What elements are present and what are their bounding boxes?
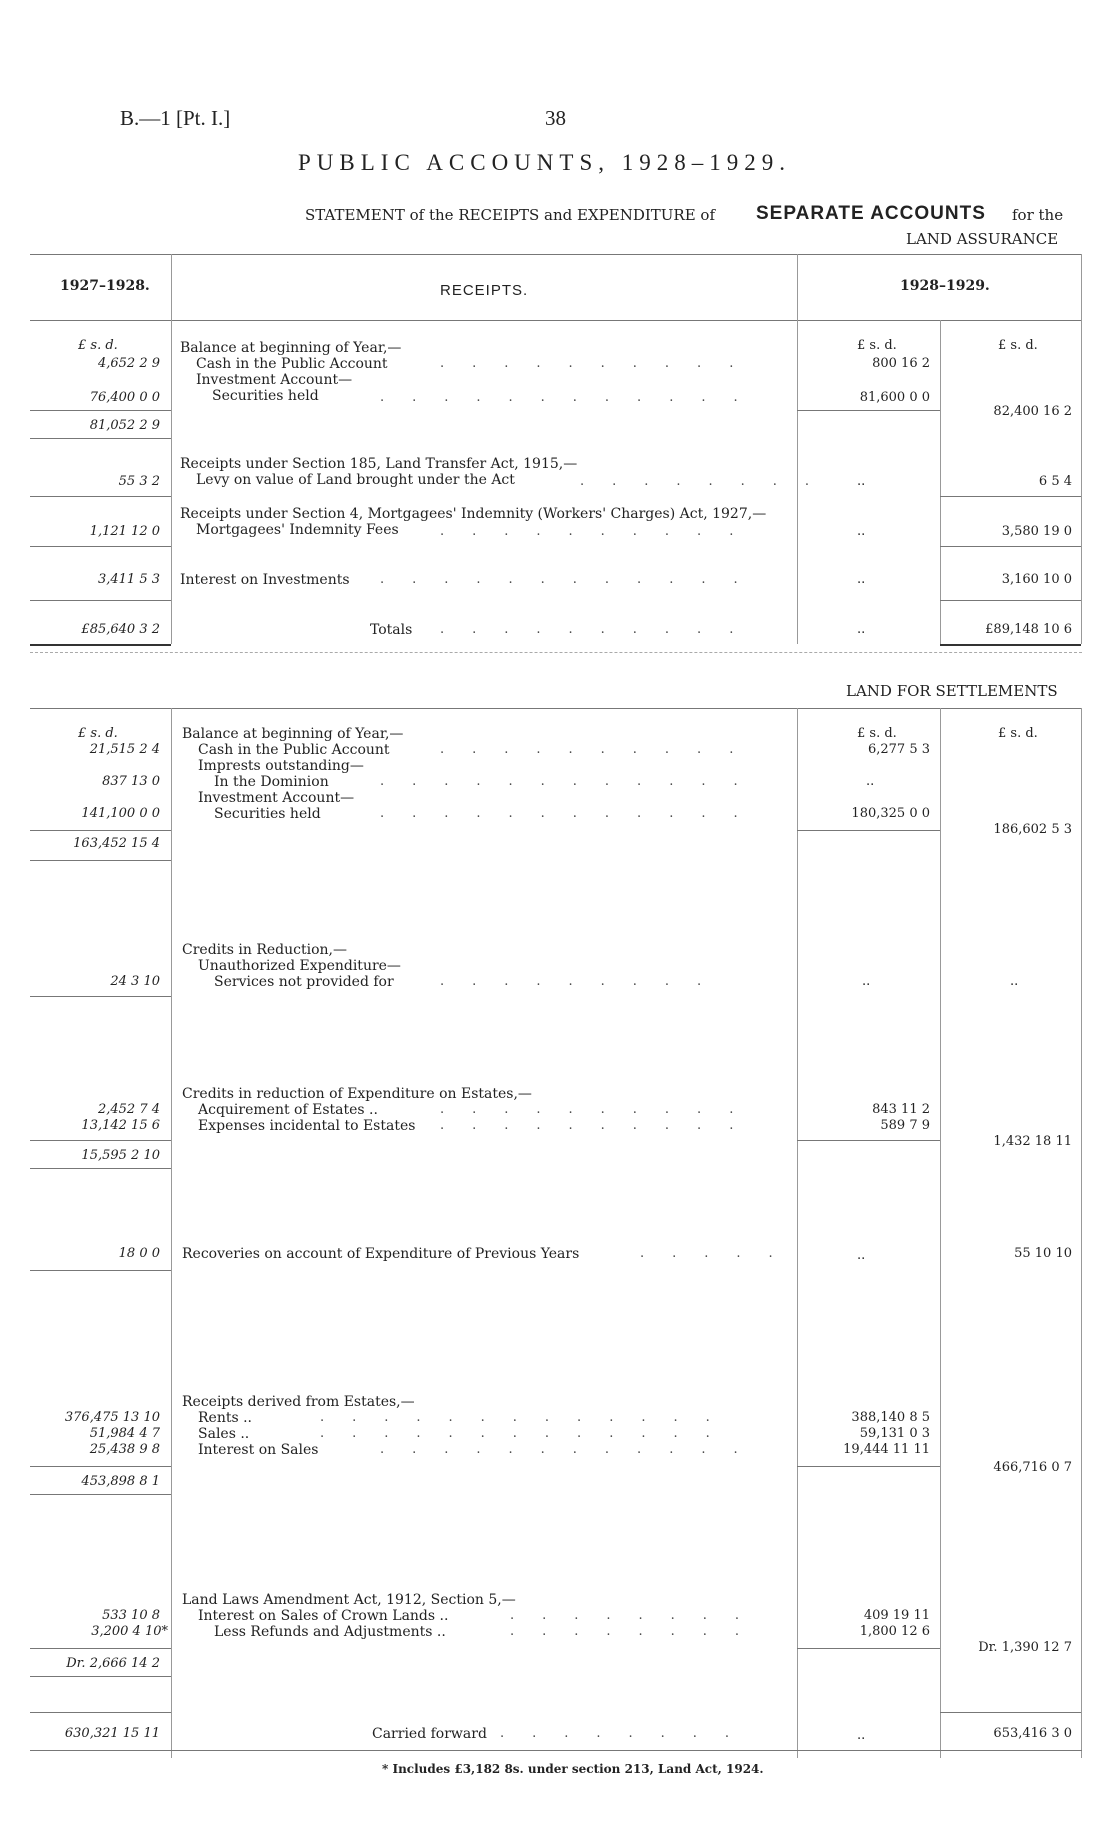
lsd-header-total: £ s. d. (998, 338, 1038, 353)
rule (30, 860, 171, 861)
dot-leader: ............ (380, 390, 766, 405)
row-label: Receipts under Section 185, Land Transfer Act, 1915,— (180, 456, 578, 472)
rule (30, 1270, 171, 1271)
rule (30, 1140, 171, 1141)
dot-leader: ............ (380, 806, 766, 821)
dot-leader: ......... (440, 974, 730, 989)
rule (30, 708, 1082, 709)
empty-marker: .. (857, 1728, 866, 1743)
value-cur: 6,277 5 3 (867, 742, 930, 757)
row-label: Unauthorized Expenditure— (198, 958, 401, 974)
totals-label: Totals (370, 622, 413, 638)
rule (30, 254, 1082, 255)
rule (30, 652, 1082, 653)
value-prev: 141,100 0 0 (81, 806, 160, 821)
empty-marker: .. (857, 1248, 866, 1263)
rule (30, 496, 171, 497)
column-divider (940, 320, 941, 644)
rule (940, 496, 1081, 497)
value-prev: 21,515 2 4 (89, 742, 160, 757)
row-label: Securities held (212, 388, 319, 404)
value-prev-total: £85,640 3 2 (81, 622, 160, 637)
value-total: 186,602 5 3 (993, 822, 1072, 837)
value-prev: 1,121 12 0 (89, 524, 160, 539)
dot-leader: .......... (440, 742, 762, 757)
lsd-header-prev: £ s. d. (78, 338, 118, 353)
value-cur: 180,325 0 0 (851, 806, 930, 821)
empty-marker: .. (866, 774, 875, 789)
row-label: Imprests outstanding— (198, 758, 364, 774)
rule (797, 1466, 940, 1467)
lsd-header-prev: £ s. d. (78, 726, 118, 741)
row-label: Acquirement of Estates .. (198, 1102, 378, 1118)
dot-leader: ............ (380, 1442, 766, 1457)
rule (30, 600, 171, 601)
value-total: 466,716 0 7 (993, 1460, 1072, 1475)
value-cur: 59,131 0 3 (859, 1426, 930, 1441)
value-total: 82,400 16 2 (993, 404, 1072, 419)
rule (30, 546, 171, 547)
value-total: 3,160 10 0 (1001, 572, 1072, 587)
value-total: 3,580 19 0 (1001, 524, 1072, 539)
value-prev: 376,475 13 10 (64, 1410, 160, 1425)
carried-forward-label: Carried forward (372, 1726, 487, 1742)
rule (30, 410, 171, 411)
value-prev: 4,652 2 9 (97, 356, 160, 371)
rule (30, 438, 171, 439)
rule (797, 830, 940, 831)
rule (30, 1494, 171, 1495)
row-label: Expenses incidental to Estates (198, 1118, 416, 1134)
value-cur: 388,140 8 5 (851, 1410, 930, 1425)
empty-marker: .. (857, 572, 866, 587)
row-label: Securities held (214, 806, 321, 822)
value-cur: 843 11 2 (872, 1102, 930, 1117)
rule (30, 1648, 171, 1649)
value-total: 6 5 4 (1038, 474, 1072, 489)
row-label: Balance at beginning of Year,— (180, 340, 402, 356)
column-divider (171, 254, 172, 644)
value-prev-total: 630,321 15 11 (64, 1726, 160, 1741)
value-grand-total: £89,148 10 6 (985, 622, 1072, 637)
statement-emphasis: SEPARATE ACCOUNTS (756, 203, 986, 224)
value-prev-total: 15,595 2 10 (81, 1148, 160, 1163)
page-title: PUBLIC ACCOUNTS, 1928–1929. (298, 150, 791, 175)
dot-leader: ........ (510, 1608, 768, 1623)
value-prev: 76,400 0 0 (89, 390, 160, 405)
dot-leader: ............. (320, 1410, 738, 1425)
value-prev: 51,984 4 7 (89, 1426, 160, 1441)
dot-leader: .......... (440, 356, 762, 371)
footnote: * Includes £3,182 8s. under section 213, Land Act, 1924. (382, 1762, 764, 1776)
dot-leader: .......... (440, 1102, 762, 1117)
column-divider (1081, 708, 1082, 1758)
row-label: Rents .. (198, 1410, 253, 1426)
row-label: Receipts under Section 4, Mortgagees' Indemnity (Workers' Charges) Act, 1927,— (180, 506, 767, 522)
rule (940, 644, 1081, 646)
value-prev-total: 81,052 2 9 (89, 418, 160, 433)
value-prev-total: 163,452 15 4 (73, 836, 160, 851)
dot-leader: ........ (580, 474, 838, 489)
rule (30, 1676, 171, 1677)
value-prev: 533 10 8 (102, 1608, 160, 1623)
value-prev: 837 13 0 (102, 774, 160, 789)
value-total: 1,432 18 11 (993, 1134, 1072, 1149)
rule (30, 1168, 171, 1169)
value-prev-total: Dr. 2,666 14 2 (66, 1656, 160, 1671)
value-cur: 1,800 12 6 (859, 1624, 930, 1639)
value-cur: 19,444 11 11 (843, 1442, 930, 1457)
rule (940, 1712, 1081, 1713)
rule (30, 996, 171, 997)
value-cur: 589 7 9 (880, 1118, 930, 1133)
value-cur: 409 19 11 (863, 1608, 930, 1623)
rule (30, 320, 1082, 321)
value-prev: 24 3 10 (110, 974, 160, 989)
row-label: Credits in Reduction,— (182, 942, 347, 958)
dot-leader: ............ (380, 774, 766, 789)
document-reference: B.—1 [Pt. I.] (120, 106, 231, 130)
rule (940, 600, 1081, 601)
column-header-prev-year: 1927–1928. (60, 278, 150, 294)
empty-marker: .. (857, 622, 866, 637)
row-label: Sales .. (198, 1426, 250, 1442)
value-prev: 55 3 2 (118, 474, 160, 489)
rule (30, 1750, 1082, 1751)
row-label: Interest on Sales of Crown Lands .. (198, 1608, 449, 1624)
row-label: Interest on Sales (198, 1442, 319, 1458)
dot-leader: .......... (440, 524, 762, 539)
rule (797, 1648, 940, 1649)
value-prev: 13,142 15 6 (81, 1118, 160, 1133)
rule (940, 546, 1081, 547)
empty-marker: .. (1010, 974, 1019, 989)
row-label: Cash in the Public Account (198, 742, 390, 758)
dot-leader: ............ (380, 572, 766, 587)
statement-suffix: for the (1012, 206, 1064, 224)
value-prev: 18 0 0 (118, 1246, 160, 1261)
row-label: In the Dominion (214, 774, 329, 790)
column-divider (171, 708, 172, 1758)
row-label: Land Laws Amendment Act, 1912, Section 5,— (182, 1592, 516, 1608)
dot-leader: ........ (510, 1624, 768, 1639)
column-divider (797, 708, 798, 1758)
value-total: Dr. 1,390 12 7 (978, 1640, 1072, 1655)
column-divider (797, 254, 798, 644)
rule (30, 644, 171, 646)
dot-leader: .......... (440, 622, 762, 637)
row-label: Services not provided for (214, 974, 394, 990)
row-label: Less Refunds and Adjustments .. (214, 1624, 446, 1640)
column-divider (1081, 254, 1082, 644)
row-label: Credits in reduction of Expenditure on Estates,— (182, 1086, 532, 1102)
row-label: Investment Account— (198, 790, 355, 806)
lsd-header-total: £ s. d. (998, 726, 1038, 741)
lsd-header-cur: £ s. d. (857, 726, 897, 741)
rule (30, 1466, 171, 1467)
section-heading-land-assurance: LAND ASSURANCE (906, 230, 1059, 248)
empty-marker: .. (857, 474, 866, 489)
page-number: 38 (545, 106, 566, 130)
value-prev: 3,411 5 3 (97, 572, 160, 587)
column-header-curr-year: 1928–1929. (900, 278, 990, 294)
value-total: 55 10 10 (1014, 1246, 1072, 1261)
lsd-header-cur: £ s. d. (857, 338, 897, 353)
statement-prefix: STATEMENT of the RECEIPTS and EXPENDITURE of (305, 206, 716, 224)
dot-leader: .......... (440, 1118, 762, 1133)
value-cur: 800 16 2 (872, 356, 930, 371)
column-header-receipts: RECEIPTS. (440, 282, 529, 299)
value-cur: 81,600 0 0 (859, 390, 930, 405)
value-prev: 3,200 4 10* (91, 1624, 168, 1639)
row-label: Mortgagees' Indemnity Fees (196, 522, 399, 538)
empty-marker: .. (857, 524, 866, 539)
empty-marker: .. (862, 974, 871, 989)
rule (797, 410, 940, 411)
column-divider (940, 708, 941, 1758)
dot-leader: ..... (640, 1246, 801, 1261)
value-prev-total: 453,898 8 1 (81, 1474, 160, 1489)
row-label: Receipts derived from Estates,— (182, 1394, 415, 1410)
value-grand-total: 653,416 3 0 (993, 1726, 1072, 1741)
section-heading-land-for-settlements: LAND FOR SETTLEMENTS (846, 682, 1058, 700)
row-label: Cash in the Public Account (196, 356, 388, 372)
rule (30, 1712, 171, 1713)
row-label: Recoveries on account of Expenditure of Previous Years (182, 1246, 580, 1262)
row-label: Balance at beginning of Year,— (182, 726, 404, 742)
value-prev: 2,452 7 4 (97, 1102, 160, 1117)
row-label: Levy on value of Land brought under the Act (196, 472, 515, 488)
rule (797, 1140, 940, 1141)
value-prev: 25,438 9 8 (89, 1442, 160, 1457)
dot-leader: ............. (320, 1426, 738, 1441)
row-label: Interest on Investments (180, 572, 350, 588)
rule (30, 830, 171, 831)
dot-leader: ........ (500, 1726, 758, 1741)
row-label: Investment Account— (196, 372, 353, 388)
